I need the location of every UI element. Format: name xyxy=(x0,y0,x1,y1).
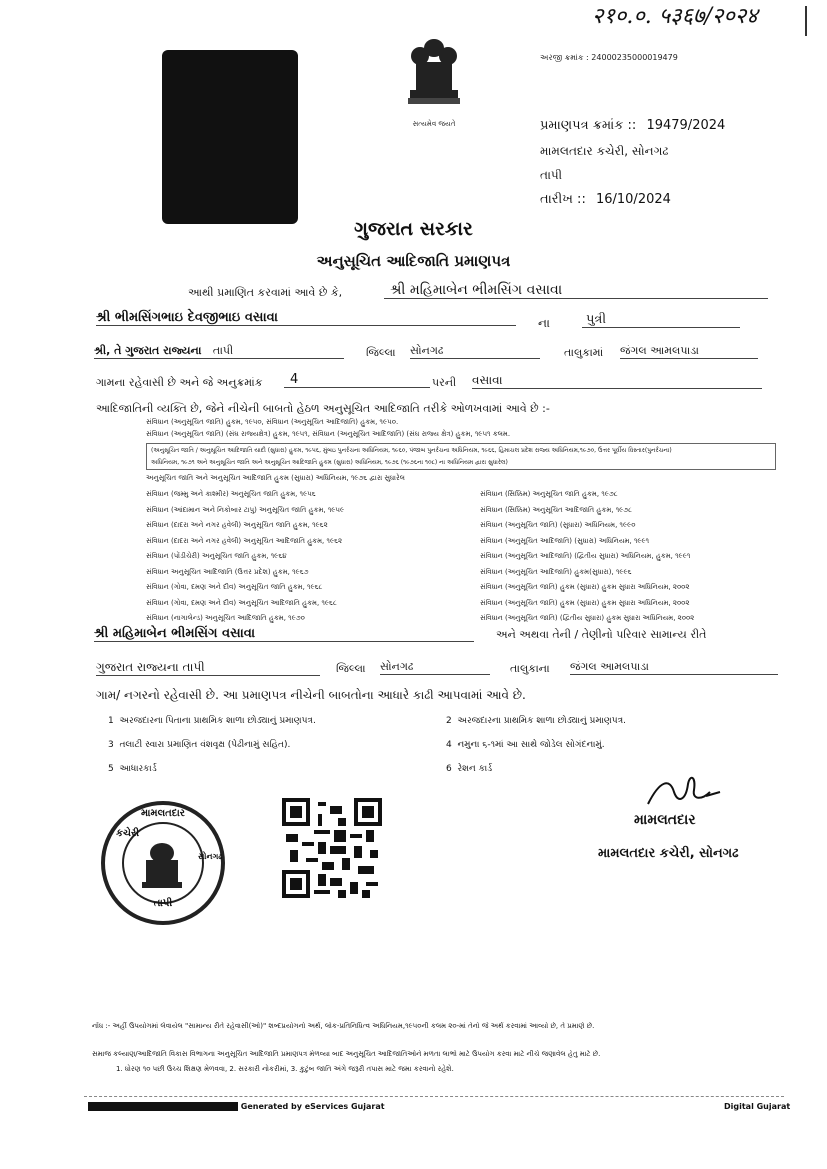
order-left-item: સંવિધાન (જમ્મુ અને કાશ્મીર) અનુસૂચિત જાતિ હુકમ, ૧૯૫૬ xyxy=(146,490,316,498)
application-label: અરજી ક્રમાંક : xyxy=(540,53,589,62)
serial-prefix: ગામના રહેવાસી છે અને જે અનુક્રમાંક xyxy=(96,376,263,389)
taluka-label-2: તાલુકાના xyxy=(510,662,550,675)
order-left-item: સંવિધાન (દાદરા અને નગર હવેલી) અનુસૂચિત જાતિ હુકમ, ૧૯૬૨ xyxy=(146,521,328,529)
relation: પુત્રી xyxy=(582,312,740,328)
footer-generated xyxy=(88,1102,385,1111)
order-left-item: સંવિધાન (ગોવા, દમણ અને દીવ) અનુસૂચિત આદિજાતિ હુકમ, ૧૯૬૮ xyxy=(146,598,337,607)
resident-state-district xyxy=(94,344,344,359)
applicant-name-repeat: શ્રી મહિમાબેન ભીમસિંગ વસાવા xyxy=(94,626,474,642)
order-line: (અનુસૂચિત જાતિ / અનુસૂચિત આદિજાતિ યાદી (સુધારા) હુકમ, ૧૯૫૬, મુંબઇ પુનર્રચના અધિનિયમ, ૧૯૬૦, પંજાબ પુનર્રચના અધિનિયમ, ૧૯૬૬, હિમાચલ પ્રદેશ રાજ્ય અધિનિયમ,૧૯૭૦, ઉત્તર પૂર્વીય વિસ્તાર(પુનર્રચના) xyxy=(151,447,672,454)
order-right-item: સંવિધાન (અનુસૂચિત જાતિ) (દ્વિતીય સુધારા) હુકમ સુધારા અધિનિયમ, ૨૦૦૨ xyxy=(480,614,695,622)
signatory-office: મામલતદાર કચેરી, સોનગઢ xyxy=(598,846,739,861)
orders-box xyxy=(146,443,776,470)
village-value-2: જંગલ આમલપાડા xyxy=(570,660,778,675)
serial-number: 4 xyxy=(284,372,430,388)
date-value: 16/10/2024 xyxy=(595,192,671,207)
serial-mid: પરની xyxy=(432,376,457,389)
photo-redacted xyxy=(162,50,298,224)
margin-line xyxy=(805,6,807,36)
order-line: અનુસૂચિત જાતિ અને અનુસૂચિત આદિજાતિ હુકમ (સુધારા) અધિનિયમ, ૧૯૭૬ દ્વારા સુધારેલ xyxy=(146,474,405,482)
order-left-item: સંવિધાન (પોંડીચેરી) અનુસૂચિત જાતિ હુકમ, ૧૯૬૪ xyxy=(146,552,287,560)
taluka-label: તાલુકામાં xyxy=(564,346,604,359)
tribe-name: વસાવા xyxy=(472,373,762,389)
applicant-name: શ્રી મહિમાબેન ભીમસિંગ વસાવા xyxy=(384,282,768,299)
order-line: સંવિધાન (અનુસૂચિત જાતિ) હુકમ, ૧૯૫૦, સંવિધાન (અનુસૂચિત આદિજાતિ) હુકમ, ૧૯૫૦. xyxy=(146,418,399,426)
orders-right-column xyxy=(480,490,780,630)
basis-item: 1 અરજદારના પિતાના પ્રાથમિક શાળા છોડ્યાનું પ્રમાણપત્ર. xyxy=(108,716,316,726)
cert-no-value: 19479/2024 xyxy=(646,118,726,133)
order-left-item: સંવિધાન અનુસૂચિત આદિજાતિ (ઉત્તર પ્રદેશ) હુકમ, ૧૯૬૭ xyxy=(146,567,309,576)
qr-code xyxy=(282,798,382,898)
parent-name: શ્રી ભીમસિંગભાઇ દેવજીભાઇ વસાવા xyxy=(96,310,516,326)
cert-no-label: પ્રમાણપત્ર ક્રમાંક :: xyxy=(540,118,637,133)
order-right-item: સંવિધાન (અનુસૂચિત આદિજાતિ) (સુધારા) અધિનિયમ, ૧૯૯૧ xyxy=(480,536,650,545)
seal-side-text: સોનગઢ xyxy=(198,852,223,861)
basis-item: 4 નમુના ૬-૧માં આ સાથે જોડેલ સોગંદનામું. xyxy=(446,740,605,750)
order-right-item: સંવિધાન (સિક્કિમ) અનુસૂચિત આદિજાતિ હુકમ, ૧૯૭૮ xyxy=(480,505,633,514)
order-right-item: સંવિધાન (અનુસૂચિત આદિજાતિ) (દ્વિતીય સુધારા) અધિનિયમ, હુકમ, ૧૯૯૧ xyxy=(480,552,691,560)
village-value: જંગલ આમલપાડા xyxy=(620,344,758,359)
footer-items: 1. ધોરણ ૧૦ પછી ઉચ્ચ શિક્ષણ મેળવવા, 2. સરકારી નોકરીમાં, 3. કુટુંબ જાતિ અંગે જરૂરી તપાસ માટે જમા કરવાનો રહેશે. xyxy=(116,1065,454,1073)
seal-line2: કચેરી xyxy=(116,828,140,839)
footer-brand: Digital Gujarat xyxy=(724,1102,791,1111)
order-line: સંવિધાન (અનુસૂચિત જાતિ) (સંઘ રાજ્યક્ષેત્ર) હુકમ, ૧૯૫૧, સંવિધાન (અનુસૂચિત આદિજાતિ) (સંઘ રાજ્ય ક્ષેત્ર) હુકમ, ૧૯૫૧ કલમ. xyxy=(146,430,511,438)
tribe-statement: આદિજાતિની વ્યક્તિ છે, જેને નીચેની બાબતો હેઠળ અનુસૂચિત આદિજાતિ તરીકે ઓળખવામાં આવે છે :- xyxy=(96,402,550,415)
document-subtitle: અનુસૂચિત આદિજાતિ પ્રમાણપત્ર xyxy=(316,252,511,270)
basis-item: 6 રેશન કાર્ડ xyxy=(446,764,493,774)
district-label: જિલ્લા xyxy=(366,346,396,359)
footer-redaction xyxy=(88,1102,238,1111)
order-left-item: સંવિધાન (દાદરા અને નગર હવેલી) અનુસૂચિત આદિજાતિ હુકમ, ૧૯૬૨ xyxy=(146,536,343,545)
resident-state: ગુજરાત રાજ્યના તાપી xyxy=(96,660,320,676)
na-label: ના xyxy=(538,316,550,330)
certify-prefix: આથી પ્રમાણિત કરવામાં આવે છે કે, xyxy=(188,286,343,299)
order-right-item: સંવિધાન (અનુસૂચિત જાતિ) હુકમ (સુધારા) હુકમ સુધારા અધિનિયમ, ૨૦૦૨ xyxy=(480,583,690,591)
footer-note: નોંધ :- અહીં ઉપયોગમાં લેવાયેલ "સામાન્ય રીતે રહેવાસી(ઓ)" શબ્દપ્રયોગનો અર્થ, લોક-પ્રતિનિધિત્વ અધિનિયમ,૧૯૫૦ની કલમ ૨૦-માં તેનો જે અર્થ કરવામાં આવ્યો છે, તે પ્રમાણે છે. xyxy=(92,1022,595,1030)
seal-top-text: મામલતદાર xyxy=(141,808,185,819)
footer-paragraph: સમાજ કલ્યાણ/આદિજાતિ વિકાસ વિભાગના અનુસૂચિત આદિજાતિ પ્રમાણપત્ર મેળવ્યા બાદ અનુસૂચિત આદિજાતિઓને મળતા લાભો માટે ઉપયોગ કરવા માટે નીચે જણાવેલ હેતુ માટે છે. xyxy=(92,1050,601,1058)
issuing-office: મામલતદાર કચેરી, સોનગઢ xyxy=(540,144,669,158)
basis-intro: ગામ/ નગરનો રહેવાસી છે. આ પ્રમાણપત્ર નીચેની બાબતોના આધારે કાઢી આપવામાં આવે છે. xyxy=(96,688,526,702)
taluka-value-2: સોનગઢ xyxy=(380,660,490,675)
basis-item: 5 આધારકાર્ડ xyxy=(108,764,157,774)
orders-block xyxy=(146,418,776,483)
signature-scribble xyxy=(640,770,730,810)
issue-date xyxy=(540,192,671,207)
district-label-2: જિલ્લા xyxy=(336,662,366,675)
basis-item: 2 અરજદારના પ્રાથમિક શાળા છોડ્યાનું પ્રમાણપત્ર. xyxy=(446,716,627,726)
footer-generated-text: Generated by eServices Gujarat xyxy=(240,1102,385,1111)
handwritten-file-number: २१०.०. ५३६७/२०२४ xyxy=(592,4,758,29)
application-number xyxy=(540,53,678,63)
emblem-motto: સત્યમેવ જયતે xyxy=(412,120,456,128)
state-prefix: શ્રી, તે ગુજરાત રાજ્યના xyxy=(94,344,202,357)
order-line: અધિનિયમ, ૧૯૭૧ અને અનુસૂચિત જાતિ અને અનુસૂચિત આદિજાતિ હુકમ (સુધારા) અધિનિયમ, ૧૯૭૬ (૧૯૭૬ના ૧૦૮) ના અધિનિયમ દ્વારા સુધારેલ) xyxy=(151,459,508,466)
footer-divider xyxy=(84,1096,784,1098)
order-right-item: સંવિધાન (અનુસૂચિત જાતિ) (સુધારા) અધિનિયમ, ૧૯૯૦ xyxy=(480,521,636,529)
official-seal xyxy=(98,798,228,928)
order-right-item: સંવિધાન (અનુસૂચિત જાતિ) હુકમ (સુધારા) હુકમ સુધારા અધિનિયમ, ૨૦૦૨ xyxy=(480,598,690,607)
date-label: તારીખ :: xyxy=(540,192,586,207)
certificate-number xyxy=(540,118,725,133)
district-value: તાપી xyxy=(212,344,234,357)
application-value: 24000235000019479 xyxy=(591,53,678,62)
signatory-title: મામલતદાર xyxy=(634,812,696,828)
seal-bottom-text: તાપી xyxy=(153,898,173,909)
order-left-item: સંવિધાન (આંદામાન અને નિકોબાર ટાપુ) અનુસૂચિત જાતિ હુકમ, ૧૯૫૯ xyxy=(146,505,345,514)
order-right-item: સંવિધાન (સિક્કિમ) અનુસૂચિત જાતિ હુકમ, ૧૯૭૮ xyxy=(480,490,618,498)
order-left-item: સંવિધાન (નાગાલેન્ડ) અનુસૂચિત આદિજાતિ હુકમ, ૧૯૭૦ xyxy=(146,614,305,622)
emblem-icon xyxy=(398,34,470,128)
orders-left-column xyxy=(146,490,466,630)
family-residence-text: અને અથવા તેની / તેણીનો પરિવાર સામાન્ય રીતે xyxy=(496,628,707,641)
issuing-district: તાપી xyxy=(540,168,563,182)
order-left-item: સંવિધાન (ગોવા, દમણ અને દીવ) અનુસૂચિત જાતિ હુકમ, ૧૯૬૮ xyxy=(146,583,323,591)
taluka-value: સોનગઢ xyxy=(410,344,540,359)
document-title: ગુજરાત સરકાર xyxy=(354,218,473,240)
order-right-item: સંવિધાન (અનુસૂચિત આદિજાતિ) હુકમ(સુધારા), ૧૯૯૬ xyxy=(480,567,632,576)
basis-item: 3 તલાટી સ્વારા પ્રમાણિત વંશવૃક્ષ (પેઢીનામું સહિત). xyxy=(108,740,291,750)
